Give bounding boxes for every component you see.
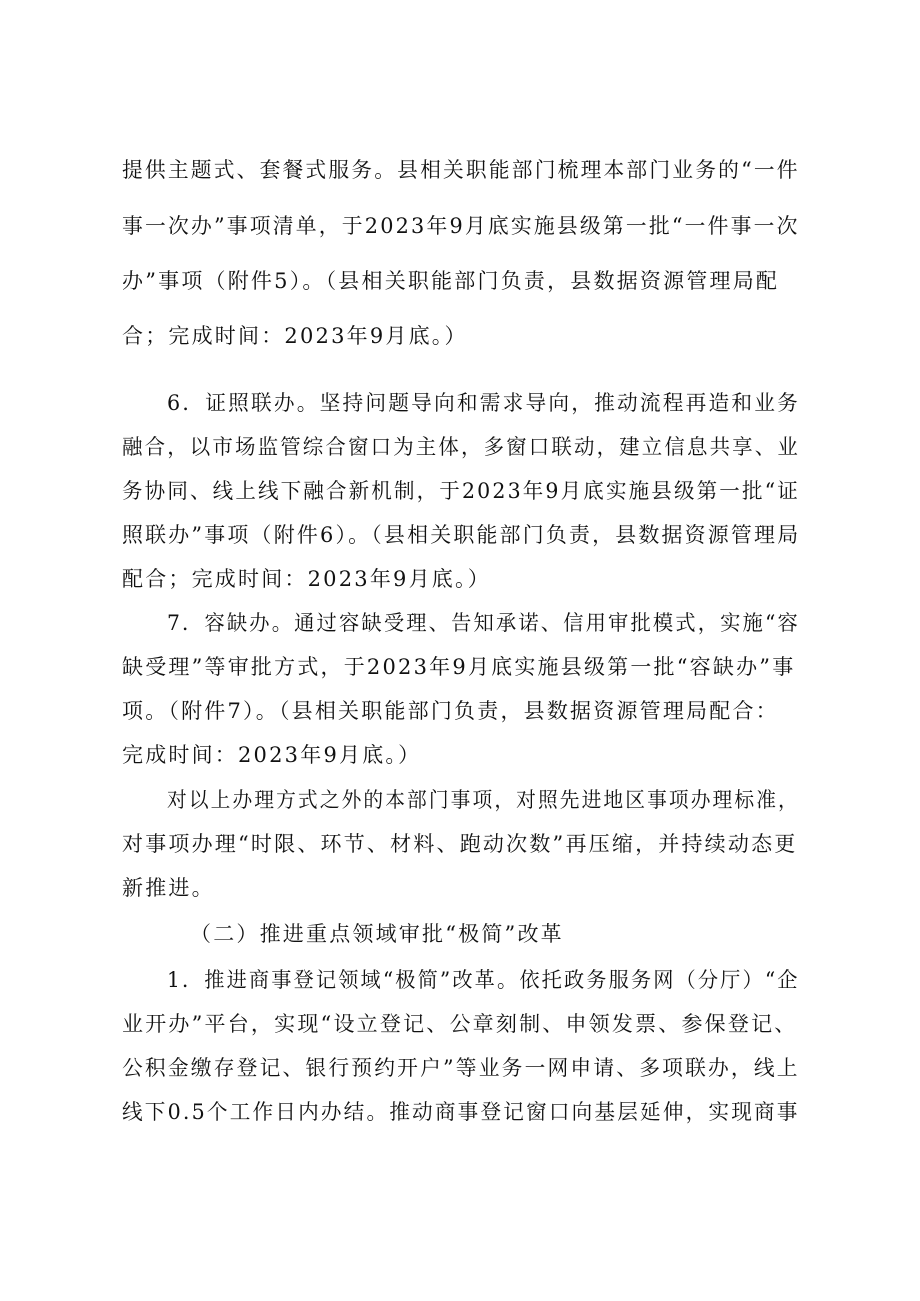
text-line: 办”事项（附件5）。（县相关职能部门负责，县数据资源管理局配	[122, 269, 780, 293]
text-line: 合；完成时间：2023年9月底。）	[122, 324, 468, 348]
text-line: 融合，以市场监管综合窗口为主体，多窗口联动，建立信息共享、业	[122, 435, 800, 459]
text-line: 线下0.5个工作日内办结。推动商事登记窗口向基层延伸，实现商事	[122, 1100, 800, 1124]
text-line: 对以上办理方式之外的本部门事项，对照先进地区事项办理标准，	[167, 788, 800, 812]
text-line: 提供主题式、套餐式服务。县相关职能部门梳理本部门业务的“一件	[122, 158, 800, 182]
text-line: 对事项办理“时限、环节、材料、跑动次数”再压缩，并持续动态更	[122, 832, 798, 856]
text-line: 业开办”平台，实现“设立登记、公章刻制、申领发票、参保登记、	[122, 1012, 798, 1036]
section-heading: （二）推进重点领域审批“极简”改革	[190, 922, 564, 946]
text-line: 务协同、线上线下融合新机制，于2023年9月底实施县级第一批“证	[122, 479, 800, 503]
text-line: 完成时间：2023年9月底。）	[122, 743, 422, 767]
text-line: 1．推进商事登记领域“极简”改革。依托政务服务网（分厅）“企	[167, 968, 800, 992]
text-line: 照联办”事项（附件6）。（县相关职能部门负责，县数据资源管理局	[122, 523, 801, 547]
text-line: 配合；完成时间：2023年9月底。）	[122, 567, 491, 591]
text-line: 项。（附件7）。（县相关职能部门负责，县数据资源管理局配合：	[122, 699, 779, 723]
text-line: 6．证照联办。坚持问题导向和需求导向，推动流程再造和业务	[167, 391, 800, 415]
text-line: 7．容缺办。通过容缺受理、告知承诺、信用审批模式，实施“容	[167, 611, 800, 635]
text-line: 缺受理”等审批方式，于2023年9月底实施县级第一批“容缺办”事	[122, 655, 796, 679]
text-line: 公积金缴存登记、银行预约开户”等业务一网申请、多项联办，线上	[122, 1056, 800, 1080]
text-line: 新推进。	[122, 876, 215, 900]
text-line: 事一次办”事项清单，于2023年9月底实施县级第一批“一件事一次	[122, 214, 800, 238]
